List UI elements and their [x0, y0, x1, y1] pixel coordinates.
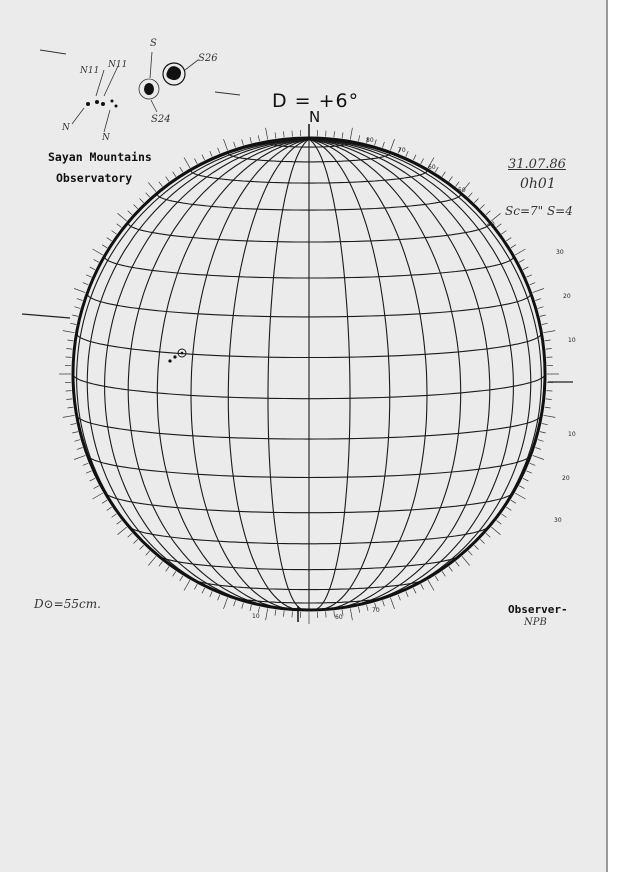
limb-tick — [480, 205, 484, 209]
limb-tick — [218, 595, 220, 601]
limb-tick — [442, 571, 445, 576]
limb-tick — [66, 399, 72, 400]
limb-tick — [486, 533, 490, 537]
limb-tick — [234, 600, 236, 606]
limb-tick — [66, 349, 72, 350]
limb-tick — [159, 182, 163, 187]
limb-tick — [140, 545, 144, 549]
limb-tick — [540, 315, 546, 316]
limb-tick — [112, 231, 117, 235]
limb-tick — [266, 128, 268, 140]
limb-tick — [128, 533, 132, 537]
limb-tick — [93, 493, 103, 499]
limb-tick — [535, 448, 541, 450]
limb-label: 40 — [487, 221, 495, 228]
limb-tick — [93, 249, 103, 255]
limb-tick — [118, 213, 127, 221]
limb-tick — [519, 486, 524, 489]
limb-tick — [413, 588, 416, 593]
limb-tick — [390, 139, 394, 150]
limb-tick — [413, 155, 416, 160]
limb-tick — [74, 455, 85, 459]
observer-id: NPB — [524, 617, 547, 628]
limb-tick — [497, 521, 502, 525]
limb-label: 60 — [335, 614, 343, 621]
limb-tick — [102, 245, 107, 248]
limb-tick — [266, 608, 268, 620]
limb-tick — [506, 238, 511, 241]
limb-tick — [134, 205, 138, 209]
limb-tick — [406, 151, 408, 157]
limb-tick — [194, 159, 197, 164]
limb-tick — [275, 610, 276, 616]
sketch-label: N — [62, 123, 70, 133]
limb-tick — [83, 463, 89, 465]
limb-tick — [146, 193, 150, 197]
limb-tick — [497, 224, 502, 228]
limb-tick — [180, 576, 183, 581]
sunspot-sketch-right — [139, 52, 198, 112]
limb-tick — [515, 249, 525, 255]
limb-tick — [72, 432, 78, 433]
limb-tick — [542, 323, 548, 324]
heading-title: D = +6° — [272, 90, 360, 112]
limb-tick — [258, 135, 259, 141]
observatory-name-line2: Observatory — [56, 171, 133, 185]
limb-tick — [258, 607, 259, 613]
limb-tick — [112, 514, 117, 518]
limb-tick — [449, 567, 453, 572]
limb-tick — [421, 584, 424, 589]
limb-tick — [102, 500, 107, 503]
limb-tick — [538, 440, 544, 442]
limb-tick — [538, 307, 544, 309]
limb-tick — [140, 199, 144, 203]
limb-tick — [94, 486, 99, 489]
limb-tick — [67, 340, 73, 341]
limb-tick — [194, 584, 197, 589]
limb-tick — [74, 289, 85, 293]
limb-tick — [511, 500, 516, 503]
limb-tick — [526, 471, 532, 473]
disk-diameter: D⊙=55cm. — [34, 597, 101, 611]
limb-tick — [134, 539, 138, 543]
limb-tick — [533, 289, 544, 293]
observatory-name: Sayan Mountains — [48, 150, 152, 164]
limb-tick — [128, 211, 132, 215]
limb-tick — [468, 551, 472, 555]
sketch-label: S24 — [151, 114, 171, 125]
limb-tick — [546, 399, 552, 400]
heliographic-grid — [73, 139, 545, 610]
limb-label: 30 — [554, 517, 562, 524]
limb-tick — [506, 507, 511, 510]
limb-tick — [359, 607, 360, 613]
limb-tick — [502, 231, 507, 235]
limb-tick — [442, 172, 445, 177]
limb-tick — [224, 598, 228, 609]
north-label: N — [309, 108, 321, 126]
limb-tick — [70, 323, 76, 324]
limb-tick — [184, 158, 190, 168]
limb-tick — [390, 598, 394, 609]
sketch-label: S — [150, 38, 157, 49]
limb-tick — [480, 539, 484, 543]
limb-tick — [421, 159, 424, 164]
limb-tick — [146, 551, 150, 555]
limb-label: 80 — [366, 137, 374, 144]
limb-tick — [383, 600, 385, 606]
limb-tick — [242, 603, 244, 609]
limb-label: 70 — [372, 607, 380, 614]
limb-tick — [383, 142, 385, 148]
observer-label: Observer- — [508, 603, 568, 616]
limb-tick — [530, 463, 536, 465]
page-margin — [608, 0, 635, 872]
limb-tick — [491, 213, 500, 221]
limb-tick — [523, 478, 528, 481]
limb-label: 10 — [568, 337, 576, 344]
limb-tick — [94, 259, 99, 262]
limb-tick — [184, 580, 190, 590]
limb-tick — [350, 128, 352, 140]
limb-label: 10 — [252, 613, 260, 620]
limb-tick — [210, 151, 212, 157]
limb-tick — [86, 275, 92, 277]
limb-tick — [398, 595, 400, 601]
limb-tick — [180, 167, 183, 172]
limb-tick — [77, 299, 83, 301]
limb-tick — [543, 415, 555, 417]
limb-label: 20 — [562, 475, 570, 482]
limb-tick — [533, 455, 544, 459]
limb-tick — [75, 307, 81, 309]
limb-label: 20 — [563, 293, 571, 300]
limb-tick — [406, 591, 408, 597]
limb-tick — [63, 415, 75, 417]
limb-tick — [474, 199, 478, 203]
limb-tick — [342, 132, 343, 138]
limb-tick — [523, 267, 528, 270]
limb-tick — [375, 140, 377, 146]
margin-mark — [40, 50, 66, 54]
limb-tick — [250, 605, 251, 611]
limb-tick — [117, 224, 122, 228]
disk-sunspot — [168, 349, 186, 363]
limb-tick — [519, 259, 524, 262]
limb-tick — [202, 588, 205, 593]
limb-tick — [350, 608, 352, 620]
limb-tick — [546, 349, 552, 350]
limb-tick — [107, 507, 112, 510]
limb-tick — [545, 340, 551, 341]
limb-tick — [540, 432, 546, 433]
limb-tick — [543, 331, 555, 333]
limb-tick — [75, 440, 81, 442]
limb-tick — [118, 527, 127, 535]
limb-tick — [148, 556, 156, 565]
limb-tick — [545, 407, 551, 408]
limb-tick — [202, 155, 205, 160]
observation-date: 31.07.86 — [508, 157, 566, 172]
limb-tick — [334, 131, 335, 137]
limb-tick — [502, 514, 507, 518]
observation-time: 0h01 — [520, 176, 556, 192]
limb-tick — [63, 331, 75, 333]
sketch-label: N11 — [80, 66, 100, 76]
limb-tick — [359, 135, 360, 141]
limb-tick — [173, 172, 176, 177]
limb-tick — [173, 571, 176, 576]
limb-tick — [474, 545, 478, 549]
limb-tick — [218, 148, 220, 154]
limb-tick — [166, 177, 170, 182]
limb-tick — [159, 562, 163, 567]
limb-tick — [90, 478, 95, 481]
limb-label: 60 — [428, 164, 436, 171]
limb-label: 50 — [458, 187, 466, 194]
limb-tick — [456, 562, 460, 567]
limb-tick — [284, 611, 285, 617]
limb-tick — [250, 137, 251, 143]
limb-tick — [542, 424, 548, 425]
limb-tick — [486, 211, 490, 215]
limb-tick — [511, 245, 516, 248]
sketch-label: S26 — [198, 53, 218, 64]
limb-tick — [234, 142, 236, 148]
limb-tick — [491, 527, 500, 535]
limb-tick — [275, 132, 276, 138]
margin-mark — [215, 92, 240, 95]
limb-tick — [535, 299, 541, 301]
limb-tick — [148, 183, 156, 192]
limb-tick — [435, 576, 438, 581]
limb-tick — [428, 580, 434, 590]
sketch-label: N11 — [108, 60, 128, 70]
limb-tick — [70, 424, 76, 425]
limb-tick — [284, 131, 285, 137]
limb-tick — [77, 448, 83, 450]
limb-tick — [456, 182, 460, 187]
limb-tick — [462, 556, 470, 565]
limb-label: 30 — [556, 249, 564, 256]
limb-tick — [449, 177, 453, 182]
limb-tick — [242, 140, 244, 146]
limb-label: 10 — [568, 431, 576, 438]
limb-tick — [526, 275, 532, 277]
limb-tick — [117, 521, 122, 525]
sketch-label: N — [102, 133, 110, 143]
limb-tick — [90, 267, 95, 270]
limb-tick — [67, 407, 73, 408]
limb-tick — [72, 315, 78, 316]
seeing-conditions: Sc=7" S=4 — [505, 204, 573, 218]
limb-tick — [224, 139, 228, 150]
limb-tick — [367, 605, 368, 611]
limb-tick — [515, 493, 525, 499]
limb-tick — [86, 471, 92, 473]
limb-tick — [530, 283, 536, 285]
reference-dash-left — [22, 314, 70, 318]
limb-tick — [210, 591, 212, 597]
limb-tick — [107, 238, 112, 241]
limb-label: 70 — [398, 147, 406, 154]
limb-tick — [166, 567, 170, 572]
limb-tick — [468, 193, 472, 197]
limb-tick — [83, 283, 89, 285]
